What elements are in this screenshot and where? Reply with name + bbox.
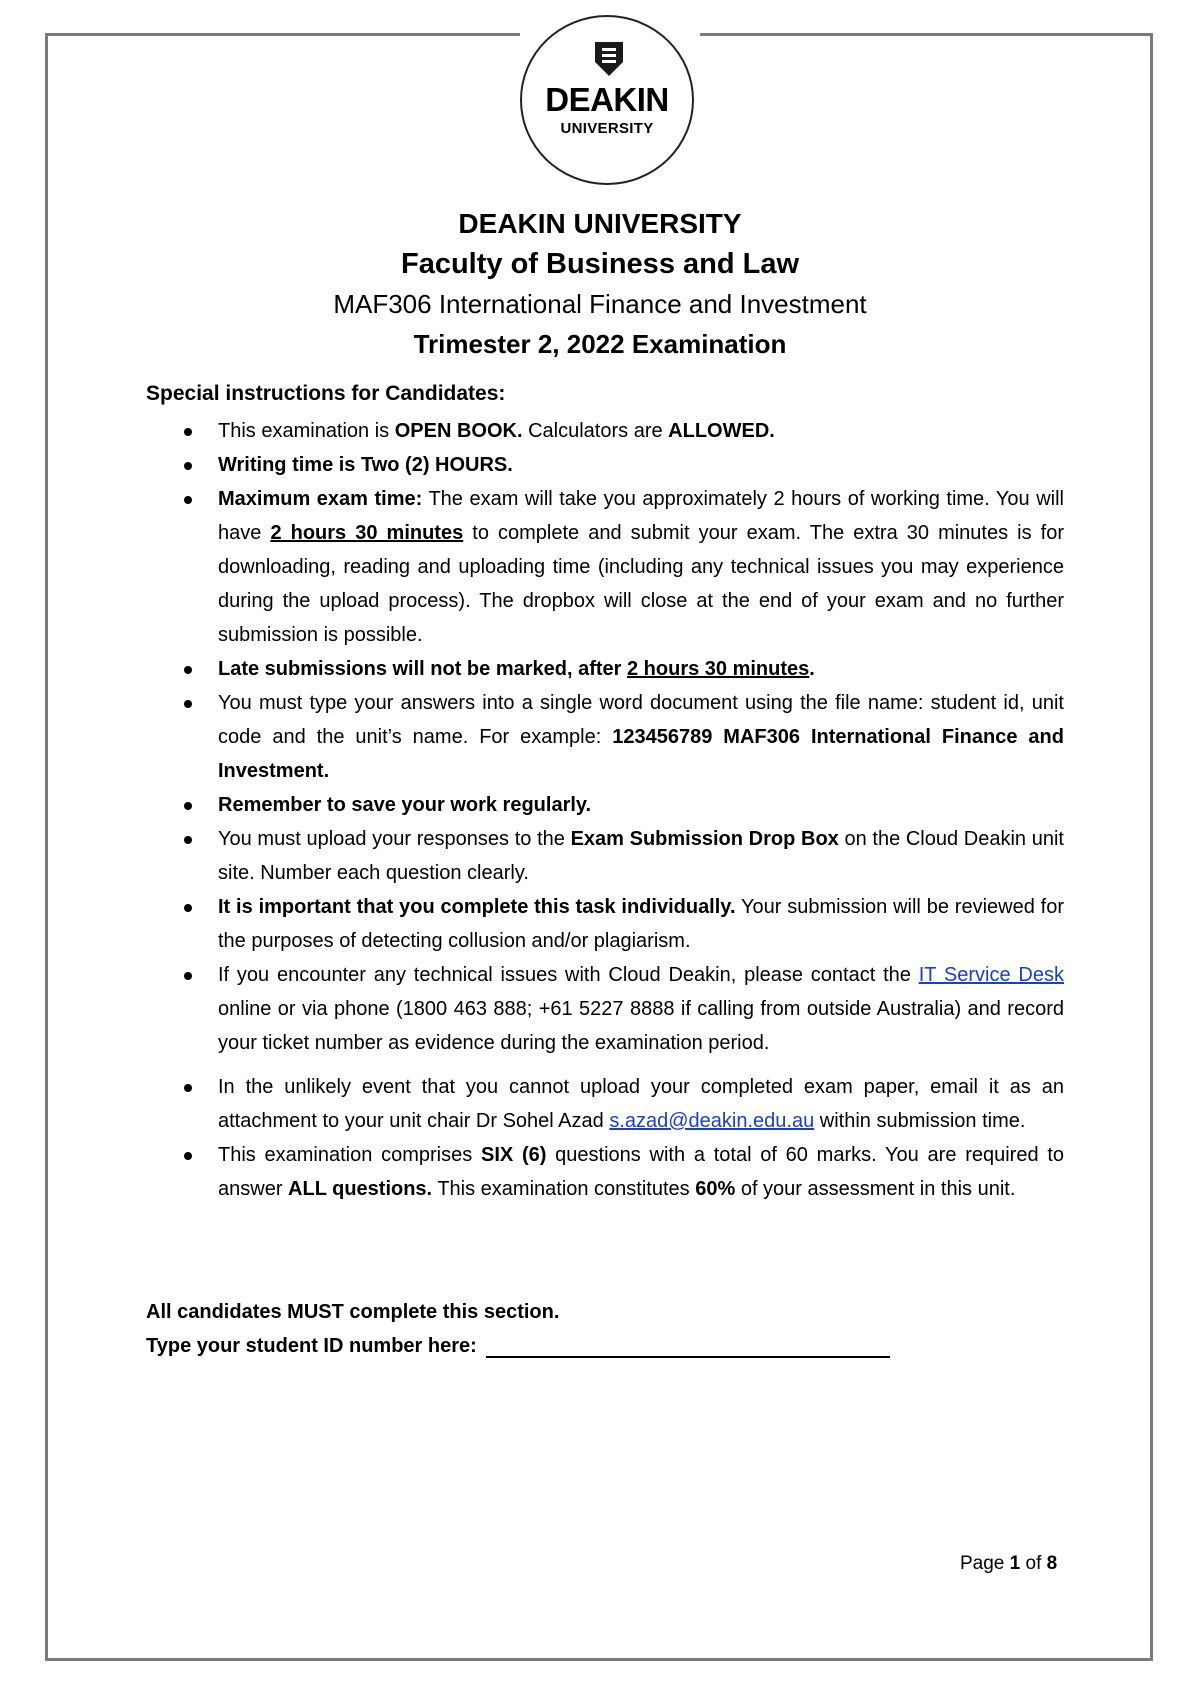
bullet-icon (184, 802, 192, 810)
list-item: Late submissions will not be marked, after 2 hours 30 minutes. (146, 652, 1064, 686)
bullet-icon (184, 428, 192, 436)
deakin-crest-icon (593, 42, 625, 76)
it-service-desk-link[interactable]: IT Service Desk (918, 964, 1064, 986)
candidate-section (146, 1295, 890, 1363)
list-item: You must upload your responses to the Exam Submission Drop Box on the Cloud Deakin unit site. Number each question clearly. (146, 822, 1064, 890)
bullet-icon (184, 462, 192, 470)
list-item: Writing time is Two (2) HOURS. (146, 448, 1064, 482)
list-item: This examination is OPEN BOOK. Calculators are ALLOWED. (146, 414, 1064, 448)
logo-wordmark: DEAKIN (545, 81, 669, 118)
bullet-icon (184, 700, 192, 708)
exam-header (0, 204, 1200, 364)
bullet-icon (184, 836, 192, 844)
bullet-icon (184, 1084, 192, 1092)
student-id-input[interactable] (486, 1334, 890, 1358)
instructions-list (146, 414, 1064, 1206)
unit-title: MAF306 International Finance and Investment (333, 289, 867, 319)
list-item: In the unlikely event that you cannot upload your completed exam paper, email it as an attachment to your unit chair Dr Sohel Azad s.azad@deakin.edu.au within submission time. (146, 1070, 1064, 1138)
exam-title: Trimester 2, 2022 Examination (413, 329, 787, 359)
list-item: If you encounter any technical issues with Cloud Deakin, please contact the IT Service Desk online or via phone (1800 463 888; +61 5227 8888 if calling from outside Australia) and record your ticket number as evidence during the examination period. (146, 958, 1064, 1060)
list-item: This examination comprises SIX (6) questions with a total of 60 marks. You are required to answer ALL questions. This examination constitutes 60% of your assessment in this unit. (146, 1138, 1064, 1206)
student-id-row (146, 1329, 890, 1363)
list-item: Remember to save your work regularly. (146, 788, 1064, 822)
candidate-section-title: All candidates MUST complete this section. (146, 1301, 560, 1323)
page-number: Page 1 of 8 (960, 1553, 1058, 1574)
logo-subtitle: UNIVERSITY (560, 120, 654, 137)
bullet-icon (184, 666, 192, 674)
list-item: Maximum exam time: The exam will take you approximately 2 hours of working time. You will have 2 hours 30 minutes to complete and submit your exam. The extra 30 minutes is for downloading, reading and uploading time (including any technical issues you may experience during the upload process). The dropbox will close at the end of your exam and no further submission is possible. (146, 482, 1064, 652)
faculty-title: Faculty of Business and Law (400, 248, 800, 280)
instructions-heading: Special instructions for Candidates: (146, 382, 506, 405)
university-title: DEAKIN UNIVERSITY (458, 208, 742, 239)
email-link[interactable]: s.azad@deakin.edu.au (609, 1110, 815, 1132)
bullet-icon (184, 1152, 192, 1160)
list-item: You must type your answers into a single word document using the file name: student id, unit code and the unit’s name. For example: 123456789 MAF306 International Finance and Investment. (146, 686, 1064, 788)
list-item: It is important that you complete this task individually. Your submission will be reviewed for the purposes of detecting collusion and/or plagiarism. (146, 890, 1064, 958)
student-id-label: Type your student ID number here: (146, 1335, 483, 1357)
bullet-icon (184, 972, 192, 980)
bullet-icon (184, 904, 192, 912)
bullet-icon (184, 496, 192, 504)
deakin-logo (520, 15, 694, 185)
